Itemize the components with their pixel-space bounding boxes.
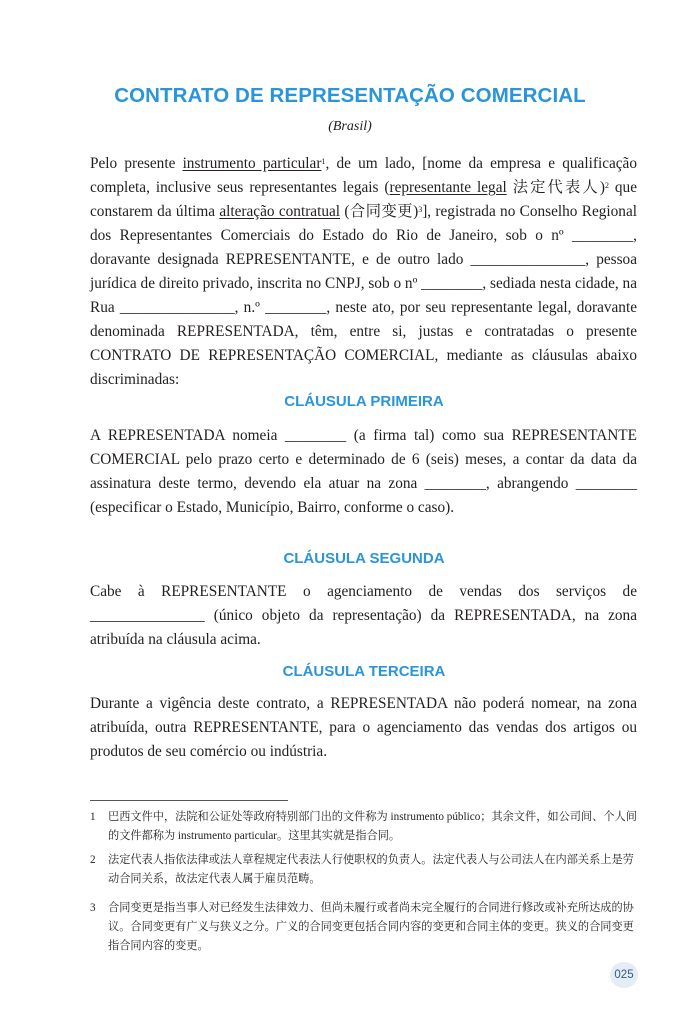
underlined-term: alteração contratual [219,203,341,220]
footnote-ref: 3 [418,205,423,214]
intro-text: Pelo presente [90,155,183,172]
document-title: CONTRATO DE REPRESENTAÇÃO COMERCIAL [114,84,586,107]
footnote-number: 2 [90,854,96,866]
footnote-number: 1 [90,811,96,823]
intro-text: 法定代表人) [506,179,605,196]
footnote-ref: 2 [604,181,609,190]
clause-text: A REPRESENTADA nomeia ________ (a firma tal) como sua REPRESENTANTE COMERCIAL pelo prazo certo e determinado de 6 (seis) meses, a contar da data da assinatura deste termo, devendo ela atuar na zona ________, abrangendo ________ (especificar o Estado, Município, Bairro, conforme o caso). [90,427,637,516]
page-number: 025 [610,962,638,988]
clause-text: Durante a vigência deste contrato, a REPRESENTADA não poderá nomear, na zona atribuída, outra REPRESENTANTE, para o agenciamento das vendas dos artigos ou produtos de seu comércio ou indústria. [90,695,637,760]
clause-heading: CLÁUSULA SEGUNDA [283,550,445,567]
footnote [90,851,640,889]
intro-text: , de um lado, [nome da empresa e qualificação completa, inclusive seus representantes legais ( [90,155,637,196]
underlined-term: representante legal [389,179,507,196]
footnote-text: 巴西文件中，法院和公证处等政府特别部门出的文件称为 instrumento público；其余文件，如公司间、个人间的文件都称为 instrumento particular。这里其实就是指合同。 [108,811,637,842]
footnote-text: 法定代表人指依法律或法人章程规定代表法人行使职权的负责人。法定代表人与公司法人在内部关系上是劳动合同关系，故法定代表人属于雇员范畴。 [108,854,634,885]
footnote-number: 3 [90,902,96,914]
footnote-divider [90,800,288,801]
clause-text: Cabe à REPRESENTANTE o agenciamento de vendas dos serviços de _______________ (único objeto da representação) da REPRESENTADA, na zona atribuída na cláusula acima. [90,583,637,648]
intro-text: que constarem da última [90,179,637,220]
footnote-ref: 1 [321,157,326,166]
document-subtitle: (Brasil) [328,119,372,134]
footnote [90,899,640,956]
intro-text: ], registrada no Conselho Regional dos Representantes Comerciais do Estado do Rio de Janeiro, sob o nº ________, doravante designada REPRESENTANTE, e de outro lado _______________, pessoa jurídica de direito privado, inscrita no CNPJ, sob o nº ________, sediada nesta cidade, na Rua _______________, n.º ________, neste ato, por seu representante legal, doravante denominada REPRESENTADA, têm, entre si, justas e contratadas o presente CONTRATO DE REPRESENTAÇÃO COMERCIAL, mediante as cláusulas abaixo discriminadas: [90,203,637,388]
clause-heading: CLÁUSULA TERCEIRA [282,663,446,680]
footnote-text: 合同变更是指当事人对已经发生法律效力、但尚未履行或者尚未完全履行的合同进行修改或补充所达成的协议。合同变更有广义与狭义之分。广义的合同变更包括合同内容的变更和合同主体的变更。狭义的合同变更指合同内容的变更。 [108,902,634,952]
clause-heading: CLÁUSULA PRIMEIRA [284,393,444,410]
footnote [90,808,640,846]
intro-text: (合同变更) [340,203,419,220]
intro-paragraph [90,152,637,392]
underlined-term: instrumento particular [182,155,322,172]
